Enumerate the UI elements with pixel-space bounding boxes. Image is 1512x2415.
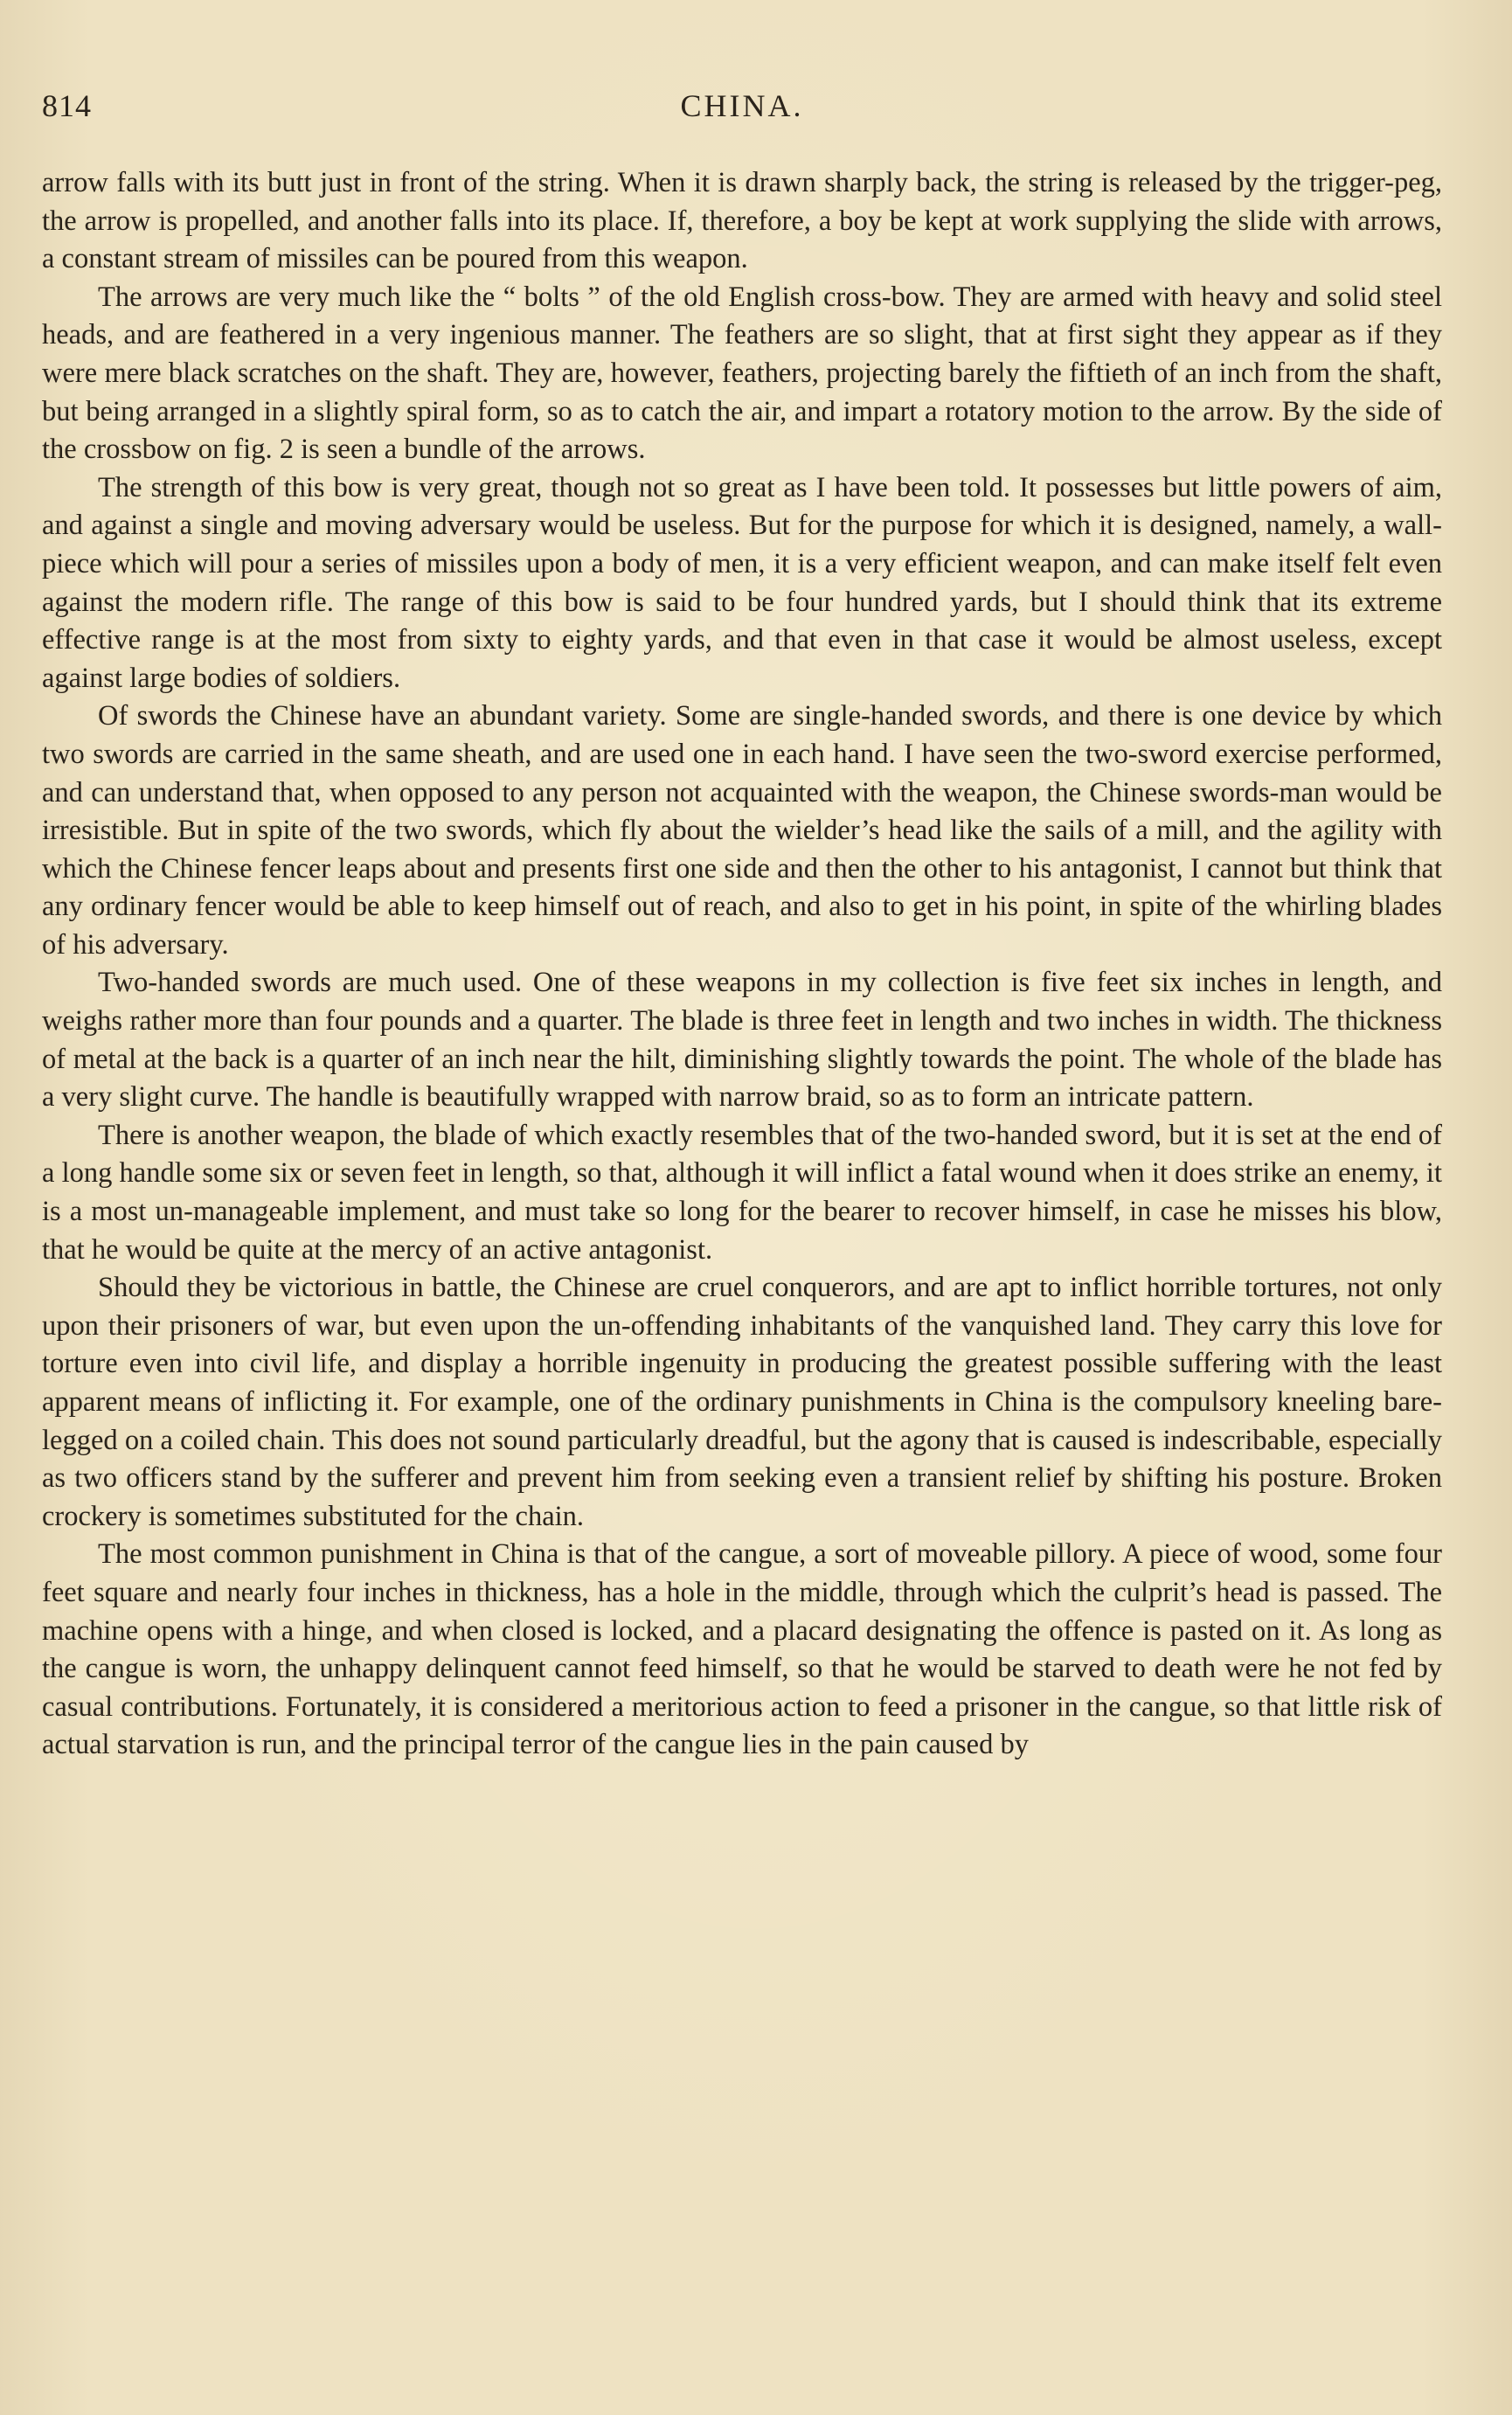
- page-number: 814: [42, 88, 92, 123]
- paragraph-swords: Of swords the Chinese have an abundant variety. Some are single-handed swords, and there is one device by which two swords are carried in the same sheath, and are used one in each hand. I have seen the two-sword exercise performed, and can understand that, when opposed to any person not acquainted with the weapon, the Chinese swords-man would be irresistible. But in spite of the two swords, which fly about the wielder’s head like the sails of a mill, and the agility with which the Chinese fencer leaps about and presents first one side and then the other to his antagonist, I cannot but think that any ordinary fencer would be able to keep himself out of reach, and also to get in his point, in spite of the whirling blades of his adversary.: [42, 700, 1442, 961]
- running-title: CHINA.: [680, 88, 804, 123]
- paragraph-arrows: The arrows are very much like the “ bolts ” of the old English cross-bow. They are armed with heavy and solid steel heads, and are feathered in a very ingenious manner. The feathers are so slight, that at first sight they appear as if they were mere black scratches on the shaft. They are, however, feathers, projecting barely the fiftieth of an inch from the shaft, but being arranged in a slightly spiral form, so as to catch the air, and impart a rotatory motion to the arrow. By the side of the crossbow on fig. 2 is seen a bundle of the arrows.: [42, 281, 1442, 466]
- running-head: [42, 87, 1442, 131]
- paragraph-tortures: Should they be victorious in battle, the Chinese are cruel conquerors, and are apt to inflict horrible tortures, not only upon their prisoners of war, but even upon the un-offending inhabitants of the vanquished land. They carry this love for torture even into civil life, and display a horrible ingenuity in producing the greatest possible suffering with the least apparent means of inflicting it. For example, one of the ordinary punishments in China is the compulsory kneeling bare-legged on a coiled chain. This does not sound particularly dreadful, but the agony that is caused is indescribable, especially as two officers stand by the sufferer and prevent him from seeking even a transient relief by shifting his posture. Broken crockery is sometimes substituted for the chain.: [42, 1272, 1442, 1532]
- paragraph-continued: arrow falls with its butt just in front of the string. When it is drawn sharply back, the string is released by the trigger-peg, the arrow is propelled, and another falls into its place. If, therefore, a boy be kept at work supplying the slide with arrows, a constant stream of missiles can be poured from this weapon.: [42, 167, 1442, 275]
- body-text: [42, 164, 1442, 1765]
- paragraph-cangue: The most common punishment in China is that of the cangue, a sort of moveable pillory. A piece of wood, some four feet square and nearly four inches in thickness, has a hole in the middle, through which the culprit’s head is passed. The machine opens with a hinge, and when closed is locked, and a placard designating the offence is pasted on it. As long as the cangue is worn, the unhappy delinquent cannot feed himself, so that he would be starved to death were he not fed by casual contributions. Fortunately, it is considered a meritorious action to feed a prisoner in the cangue, so that little risk of actual starvation is run, and the principal terror of the cangue lies in the pain caused by: [42, 1538, 1442, 1761]
- paragraph-long-handled-weapon: There is another weapon, the blade of which exactly resembles that of the two-handed sword, but it is set at the end of a long handle some six or seven feet in length, so that, although it will inflict a fatal wound when it does strike an enemy, it is a most un-manageable implement, and must take so long for the bearer to recover himself, in case he misses his blow, that he would be quite at the mercy of an active antagonist.: [42, 1119, 1442, 1266]
- paragraph-bow-strength: The strength of this bow is very great, though not so great as I have been told. It possesses but little powers of aim, and against a single and moving adversary would be useless. But for the purpose for which it is designed, namely, a wall-piece which will pour a series of missiles upon a body of men, it is a very efficient weapon, and can make itself felt even against the modern rifle. The range of this bow is said to be four hundred yards, but I should think that its extreme effective range is at the most from sixty to eighty yards, and that even in that case it would be almost useless, except against large bodies of soldiers.: [42, 471, 1442, 694]
- paragraph-two-handed-swords: Two-handed swords are much used. One of these weapons in my collection is five feet six inches in length, and weighs rather more than four pounds and a quarter. The blade is three feet in length and two inches in width. The thickness of metal at the back is a quarter of an inch near the hilt, diminishing slightly towards the point. The whole of the blade has a very slight curve. The handle is beautifully wrapped with narrow braid, so as to form an intricate pattern.: [42, 967, 1442, 1114]
